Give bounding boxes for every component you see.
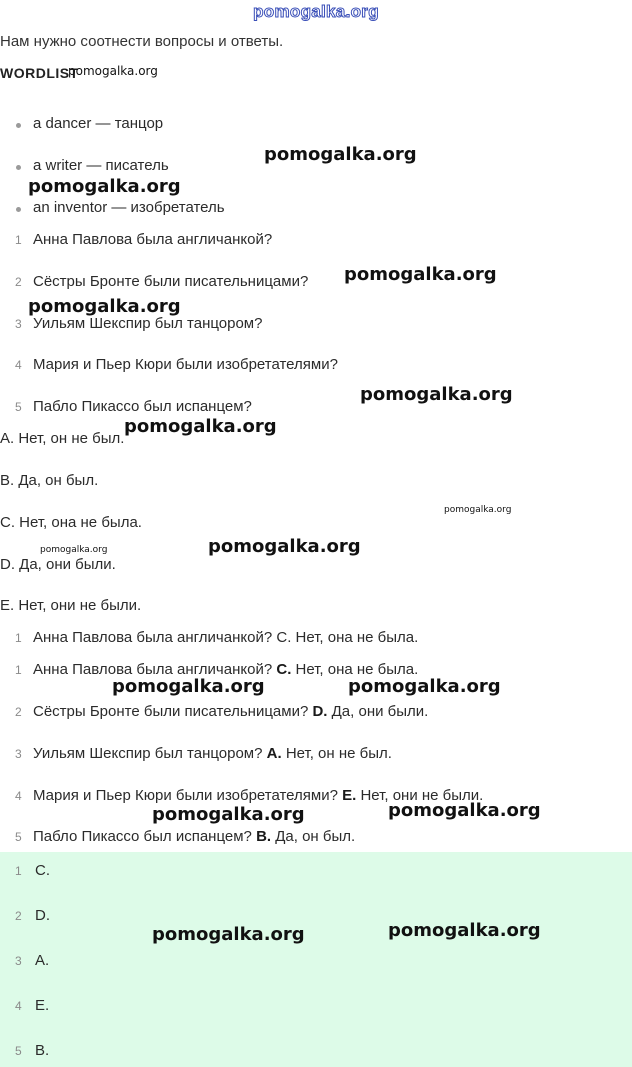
option-e: E. Нет, они не были. [0,597,142,614]
match-answer: Нет, они не были. [360,787,484,804]
match-question: Сёстры Бронте были писательницами? [33,703,309,720]
match-number: 5 [15,830,22,844]
wordlist-item [0,115,632,135]
final-answer-row [0,1042,632,1062]
match-letter: A. [266,745,282,762]
top-watermark: pomogalka.org [253,2,379,21]
match-text [33,703,428,720]
match-text [33,828,355,845]
final-answer-letter: B. [35,1042,50,1059]
match-answer: Да, он был. [275,828,356,845]
example-question: Анна Павлова была англичанкой? [33,629,273,646]
question-number: 2 [15,275,22,289]
example-answer: C. Нет, она не была. [276,629,419,646]
wordlist-text: a dancer — танцор [33,115,164,132]
final-answer-number: 2 [15,909,22,923]
wordlist-text: a writer — писатель [33,157,169,174]
wordlist-title: WORDLIST [0,65,79,81]
final-answer-number: 5 [15,1044,22,1058]
question-row [0,273,632,293]
question-row [0,398,632,418]
watermark: pomogalka.org [28,176,181,197]
final-answer-letter: E. [35,997,50,1014]
question-text: Сёстры Бронте были писательницами? [33,273,309,290]
answer-box [0,852,632,1067]
option-a: A. Нет, он не был. [0,430,125,447]
watermark: pomogalka.org [264,144,417,165]
intro-text: Нам нужно соотнести вопросы и ответы. [0,33,284,50]
question-text: Мария и Пьер Кюри были изобретателями? [33,356,338,373]
match-answer: Нет, она не была. [295,661,419,678]
option-d: D. Да, они были. [0,556,116,573]
match-row [0,703,632,723]
question-number: 4 [15,358,22,372]
option-c: C. Нет, она не была. [0,514,142,531]
final-answer-number: 1 [15,864,22,878]
final-answer-letter: A. [35,952,50,969]
watermark: pomogalka.org [388,920,541,941]
bullet-icon [16,165,21,170]
watermark: pomogalka.org [444,505,512,515]
watermark: pomogalka.org [360,384,513,405]
match-text [33,745,392,762]
match-number: 2 [15,705,22,719]
match-row [0,661,632,681]
wordlist-text: an inventor — изобретатель [33,199,225,216]
example-text [33,629,418,646]
question-row [0,231,632,251]
match-number: 3 [15,747,22,761]
final-answer-letter: D. [35,907,50,924]
question-text: Анна Павлова была англичанкой? [33,231,273,248]
match-number: 4 [15,789,22,803]
question-number: 1 [15,233,22,247]
watermark: pomogalka.org [68,64,158,78]
question-text: Пабло Пикассо был испанцем? [33,398,252,415]
final-answer-number: 3 [15,954,22,968]
watermark: pomogalka.org [208,536,361,557]
option-b: B. Да, он был. [0,472,99,489]
watermark: pomogalka.org [152,924,305,945]
final-answer-row [0,862,632,882]
question-row [0,315,632,335]
example-number: 1 [15,631,22,645]
final-answer-number: 4 [15,999,22,1013]
match-question: Пабло Пикассо был испанцем? [33,828,252,845]
watermark: pomogalka.org [344,264,497,285]
final-answer-letter: C. [35,862,50,879]
match-letter: D. [312,703,328,720]
match-letter: B. [256,828,272,845]
match-row [0,745,632,765]
match-question: Мария и Пьер Кюри были изобретателями? [33,787,338,804]
question-number: 5 [15,400,22,414]
bullet-icon [16,123,21,128]
match-answer: Нет, он не был. [285,745,392,762]
watermark: pomogalka.org [152,804,305,825]
match-letter: E. [342,787,357,804]
watermark: pomogalka.org [28,296,181,317]
watermark: pomogalka.org [112,676,265,697]
question-text: Уильям Шекспир был танцором? [33,315,263,332]
match-question: Анна Павлова была англичанкой? [33,661,273,678]
match-letter: C. [276,661,292,678]
question-number: 3 [15,317,22,331]
final-answer-row [0,997,632,1017]
match-answer: Да, они были. [331,703,429,720]
question-row [0,356,632,376]
watermark: pomogalka.org [388,800,541,821]
final-answer-row [0,952,632,972]
bullet-icon [16,207,21,212]
wordlist-item [0,199,632,219]
watermark: pomogalka.org [40,545,108,555]
match-number: 1 [15,663,22,677]
watermark: pomogalka.org [348,676,501,697]
watermark: pomogalka.org [124,416,277,437]
match-question: Уильям Шекспир был танцором? [33,745,263,762]
example-row [0,629,632,649]
match-row [0,828,632,848]
